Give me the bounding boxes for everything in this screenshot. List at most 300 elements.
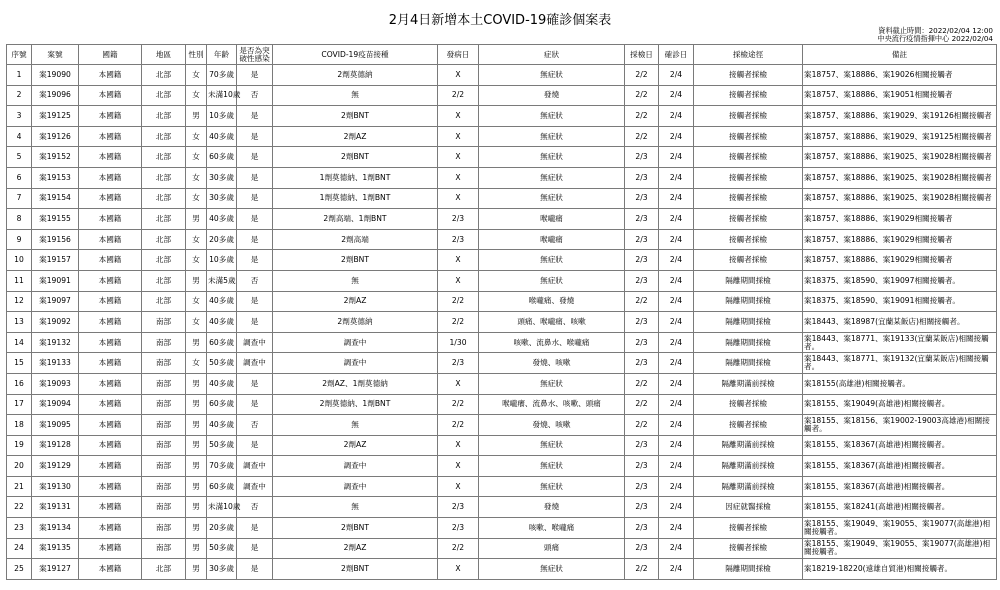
cell-case: 案19125 [32, 106, 79, 127]
cell-age: 60多歲 [207, 476, 237, 497]
cell-case: 案19156 [32, 229, 79, 250]
column-header-vaccine: COVID-19疫苗接種 [273, 45, 438, 65]
cell-sex: 男 [186, 538, 207, 559]
cell-no: 1 [7, 65, 32, 86]
cell-onset: X [438, 559, 479, 580]
cell-nationality: 本國籍 [79, 497, 142, 518]
cell-no: 16 [7, 373, 32, 394]
cell-nationality: 本國籍 [79, 250, 142, 271]
cell-age: 50多歲 [207, 353, 237, 374]
cell-onset: 2/2 [438, 312, 479, 333]
table-row [7, 147, 997, 168]
cell-sex: 女 [186, 353, 207, 374]
cell-test-date: 2/3 [625, 188, 659, 209]
cell-breakthrough: 是 [237, 209, 273, 230]
cell-symptoms: 無症狀 [479, 373, 625, 394]
cell-test-date: 2/3 [625, 476, 659, 497]
cell-onset: X [438, 167, 479, 188]
column-header-test-route: 採檢途徑 [694, 45, 803, 65]
cell-no: 10 [7, 250, 32, 271]
cell-confirm-date: 2/4 [659, 85, 694, 106]
cell-vaccine: 2劑AZ [273, 126, 438, 147]
cell-region: 北部 [142, 209, 186, 230]
cell-notes: 案18757、案18886、案19029相關接觸者 [803, 229, 997, 250]
cell-case: 案19135 [32, 538, 79, 559]
table-row [7, 126, 997, 147]
cell-nationality: 本國籍 [79, 476, 142, 497]
cell-sex: 男 [186, 476, 207, 497]
cell-region: 北部 [142, 270, 186, 291]
data-cutoff-time: 資料截止時間：2022/02/04 12:00 [878, 26, 993, 35]
table-row [7, 209, 997, 230]
cell-nationality: 本國籍 [79, 456, 142, 477]
cell-case: 案19093 [32, 373, 79, 394]
cell-notes: 案18443、案18771、案19133(宜蘭某飯店)相關接觸者。 [803, 332, 997, 353]
column-header-notes: 備註 [803, 45, 997, 65]
cell-sex: 女 [186, 167, 207, 188]
cell-test-date: 2/3 [625, 147, 659, 168]
cell-breakthrough: 是 [237, 394, 273, 415]
cell-notes: 案18155(高雄港)相關接觸者。 [803, 373, 997, 394]
cell-test-route: 因症就醫採檢 [694, 497, 803, 518]
cell-breakthrough: 是 [237, 65, 273, 86]
cell-confirm-date: 2/4 [659, 497, 694, 518]
cell-test-date: 2/3 [625, 497, 659, 518]
cell-case: 案19130 [32, 476, 79, 497]
cell-case: 案19097 [32, 291, 79, 312]
table-row [7, 353, 997, 374]
cell-sex: 男 [186, 415, 207, 436]
cell-confirm-date: 2/4 [659, 229, 694, 250]
cell-notes: 案18443、案18771、案19132(宜蘭某飯店)相關接觸者。 [803, 353, 997, 374]
cell-nationality: 本國籍 [79, 312, 142, 333]
cell-age: 40多歲 [207, 126, 237, 147]
cell-case: 案19127 [32, 559, 79, 580]
cell-sex: 女 [186, 250, 207, 271]
cell-age: 60多歲 [207, 332, 237, 353]
cell-onset: X [438, 126, 479, 147]
cell-age: 未滿5歲 [207, 270, 237, 291]
cell-vaccine: 2劑BNT [273, 559, 438, 580]
cell-symptoms: 頭痛、喉嚨痛、咳嗽 [479, 312, 625, 333]
column-header-region: 地區 [142, 45, 186, 65]
table-row [7, 65, 997, 86]
cell-case: 案19095 [32, 415, 79, 436]
cell-case: 案19153 [32, 167, 79, 188]
cell-symptoms: 發燒、咳嗽 [479, 353, 625, 374]
cell-vaccine: 無 [273, 497, 438, 518]
cell-symptoms: 喉嚨痛 [479, 229, 625, 250]
cell-breakthrough: 是 [237, 106, 273, 127]
cell-sex: 男 [186, 518, 207, 539]
cell-confirm-date: 2/4 [659, 167, 694, 188]
cell-test-date: 2/3 [625, 312, 659, 333]
cell-vaccine: 調查中 [273, 332, 438, 353]
cell-no: 20 [7, 456, 32, 477]
cell-no: 6 [7, 167, 32, 188]
table-row [7, 456, 997, 477]
cell-region: 北部 [142, 167, 186, 188]
cell-test-date: 2/3 [625, 209, 659, 230]
cell-sex: 男 [186, 456, 207, 477]
page-title: 2月4日新增本土COVID-19確診個案表 [388, 13, 612, 28]
cell-region: 南部 [142, 435, 186, 456]
cell-case: 案19129 [32, 456, 79, 477]
cell-no: 25 [7, 559, 32, 580]
cell-age: 70多歲 [207, 456, 237, 477]
cell-sex: 男 [186, 497, 207, 518]
cell-onset: X [438, 250, 479, 271]
cell-breakthrough: 否 [237, 85, 273, 106]
cell-no: 19 [7, 435, 32, 456]
column-header-onset: 發病日 [438, 45, 479, 65]
cell-vaccine: 2劑BNT [273, 250, 438, 271]
cell-nationality: 本國籍 [79, 538, 142, 559]
cell-symptoms: 發燒 [479, 85, 625, 106]
cell-age: 40多歲 [207, 209, 237, 230]
cell-sex: 男 [186, 332, 207, 353]
cell-vaccine: 2劑高端、1劑BNT [273, 209, 438, 230]
cell-nationality: 本國籍 [79, 373, 142, 394]
cell-breakthrough: 調查中 [237, 456, 273, 477]
cell-confirm-date: 2/4 [659, 209, 694, 230]
cell-region: 北部 [142, 559, 186, 580]
cell-onset: 2/3 [438, 229, 479, 250]
cell-sex: 女 [186, 188, 207, 209]
cell-symptoms: 咳嗽、喉嚨痛 [479, 518, 625, 539]
cell-no: 11 [7, 270, 32, 291]
column-header-sex: 性別 [186, 45, 207, 65]
cell-test-date: 2/2 [625, 126, 659, 147]
cell-sex: 男 [186, 394, 207, 415]
cell-test-date: 2/2 [625, 106, 659, 127]
cell-region: 南部 [142, 518, 186, 539]
table-row [7, 415, 997, 436]
cell-sex: 男 [186, 559, 207, 580]
table-row [7, 476, 997, 497]
column-header-no: 序號 [7, 45, 32, 65]
cell-breakthrough: 是 [237, 291, 273, 312]
cell-no: 5 [7, 147, 32, 168]
cell-region: 北部 [142, 106, 186, 127]
cell-nationality: 本國籍 [79, 126, 142, 147]
cell-sex: 男 [186, 106, 207, 127]
cell-case: 案19154 [32, 188, 79, 209]
cell-sex: 女 [186, 147, 207, 168]
cell-test-route: 接觸者採檢 [694, 415, 803, 436]
cell-breakthrough: 調查中 [237, 353, 273, 374]
cell-vaccine: 2劑AZ、1劑莫德納 [273, 373, 438, 394]
cell-test-date: 2/2 [625, 559, 659, 580]
cell-age: 30多歲 [207, 167, 237, 188]
cell-case: 案19092 [32, 312, 79, 333]
cell-region: 南部 [142, 476, 186, 497]
cell-test-date: 2/3 [625, 538, 659, 559]
cell-region: 北部 [142, 85, 186, 106]
cell-breakthrough: 是 [237, 250, 273, 271]
cell-confirm-date: 2/4 [659, 435, 694, 456]
cell-notes: 案18219-18220(遠雄自貿港)相關接觸者。 [803, 559, 997, 580]
cell-age: 40多歲 [207, 415, 237, 436]
cell-no: 17 [7, 394, 32, 415]
table-body [7, 65, 997, 580]
column-header-case: 案號 [32, 45, 79, 65]
cell-region: 北部 [142, 229, 186, 250]
cell-symptoms: 無症狀 [479, 476, 625, 497]
column-header-breakthrough: 是否為突破性感染 [237, 45, 273, 65]
cell-test-route: 隔離期間採檢 [694, 270, 803, 291]
cell-onset: 2/3 [438, 209, 479, 230]
cell-nationality: 本國籍 [79, 188, 142, 209]
cell-age: 未滿10歲 [207, 85, 237, 106]
cell-onset: 2/2 [438, 394, 479, 415]
cell-test-route: 隔離期滿前採檢 [694, 373, 803, 394]
cell-age: 50多歲 [207, 538, 237, 559]
cell-breakthrough: 是 [237, 188, 273, 209]
table-row [7, 538, 997, 559]
cell-breakthrough: 是 [237, 373, 273, 394]
cell-age: 20多歲 [207, 229, 237, 250]
table-row [7, 312, 997, 333]
cell-no: 23 [7, 518, 32, 539]
cell-vaccine: 調查中 [273, 476, 438, 497]
cell-confirm-date: 2/4 [659, 373, 694, 394]
cell-confirm-date: 2/4 [659, 394, 694, 415]
column-header-symptoms: 症狀 [479, 45, 625, 65]
cell-symptoms: 無症狀 [479, 167, 625, 188]
cell-symptoms: 無症狀 [479, 126, 625, 147]
cell-case: 案19134 [32, 518, 79, 539]
cell-test-date: 2/3 [625, 518, 659, 539]
cell-symptoms: 喉嚨癢、流鼻水、咳嗽、頭痛 [479, 394, 625, 415]
cell-notes: 案18155、案19049、案19055、案19077(高雄港)相關接觸者。 [803, 538, 997, 559]
cell-case: 案19133 [32, 353, 79, 374]
cell-age: 60多歲 [207, 147, 237, 168]
cell-notes: 案18155、案18241(高雄港)相關接觸者。 [803, 497, 997, 518]
cell-confirm-date: 2/4 [659, 250, 694, 271]
cell-notes: 案18155、案18156、案19002-19003高雄港)相關接觸者。 [803, 415, 997, 436]
cell-region: 北部 [142, 250, 186, 271]
table-row [7, 497, 997, 518]
cell-confirm-date: 2/4 [659, 456, 694, 477]
cell-region: 南部 [142, 353, 186, 374]
cell-no: 21 [7, 476, 32, 497]
cell-test-date: 2/3 [625, 353, 659, 374]
cell-test-route: 隔離期間採檢 [694, 332, 803, 353]
table-row [7, 435, 997, 456]
cell-confirm-date: 2/4 [659, 353, 694, 374]
cell-symptoms: 無症狀 [479, 270, 625, 291]
cell-no: 12 [7, 291, 32, 312]
cell-no: 24 [7, 538, 32, 559]
cell-test-date: 2/2 [625, 373, 659, 394]
cell-region: 南部 [142, 497, 186, 518]
cell-region: 南部 [142, 312, 186, 333]
cell-vaccine: 2劑莫德納 [273, 65, 438, 86]
cell-case: 案19126 [32, 126, 79, 147]
cell-symptoms: 發燒 [479, 497, 625, 518]
cell-age: 40多歲 [207, 312, 237, 333]
cell-region: 北部 [142, 188, 186, 209]
cell-region: 南部 [142, 373, 186, 394]
cell-age: 20多歲 [207, 518, 237, 539]
cell-notes: 案18757、案18886、案19029、案19126相關接觸者 [803, 106, 997, 127]
cell-region: 南部 [142, 456, 186, 477]
cell-breakthrough: 是 [237, 312, 273, 333]
cell-breakthrough: 是 [237, 126, 273, 147]
table-row [7, 291, 997, 312]
cell-vaccine: 2劑BNT [273, 518, 438, 539]
cell-nationality: 本國籍 [79, 291, 142, 312]
cell-region: 北部 [142, 291, 186, 312]
cell-nationality: 本國籍 [79, 147, 142, 168]
cell-symptoms: 無症狀 [479, 559, 625, 580]
cell-onset: 1/30 [438, 332, 479, 353]
cell-age: 50多歲 [207, 435, 237, 456]
cell-nationality: 本國籍 [79, 65, 142, 86]
table-header-row [7, 45, 997, 65]
cell-vaccine: 調查中 [273, 353, 438, 374]
cell-nationality: 本國籍 [79, 332, 142, 353]
cell-sex: 男 [186, 373, 207, 394]
cell-age: 40多歲 [207, 291, 237, 312]
cell-region: 北部 [142, 65, 186, 86]
table-row [7, 167, 997, 188]
cell-test-date: 2/3 [625, 332, 659, 353]
cell-onset: X [438, 456, 479, 477]
cell-onset: 2/2 [438, 85, 479, 106]
cell-region: 南部 [142, 332, 186, 353]
cell-notes: 案18155、案18367(高雄港)相關接觸者。 [803, 476, 997, 497]
cell-confirm-date: 2/4 [659, 188, 694, 209]
cell-nationality: 本國籍 [79, 209, 142, 230]
table-row [7, 394, 997, 415]
cell-vaccine: 1劑莫德納、1劑BNT [273, 167, 438, 188]
cell-test-date: 2/3 [625, 229, 659, 250]
table-row [7, 250, 997, 271]
cell-region: 南部 [142, 415, 186, 436]
cell-test-route: 隔離期滿前採檢 [694, 476, 803, 497]
cell-case: 案19131 [32, 497, 79, 518]
cell-vaccine: 2劑莫德納、1劑BNT [273, 394, 438, 415]
cell-notes: 案18443、案18987(宜蘭某飯店)相關接觸者。 [803, 312, 997, 333]
cell-age: 40多歲 [207, 373, 237, 394]
cell-onset: 2/2 [438, 415, 479, 436]
cell-notes: 案18757、案18886、案19029相關接觸者 [803, 250, 997, 271]
cell-test-route: 接觸者採檢 [694, 538, 803, 559]
cell-case: 案19155 [32, 209, 79, 230]
cell-nationality: 本國籍 [79, 415, 142, 436]
cell-case: 案19132 [32, 332, 79, 353]
cell-notes: 案18375、案18590、案19091相關接觸者。 [803, 291, 997, 312]
cell-no: 18 [7, 415, 32, 436]
cell-test-route: 接觸者採檢 [694, 518, 803, 539]
cell-age: 未滿10歲 [207, 497, 237, 518]
cell-confirm-date: 2/4 [659, 106, 694, 127]
cell-test-route: 接觸者採檢 [694, 65, 803, 86]
cell-notes: 案18757、案18886、案19025、案19028相關接觸者 [803, 167, 997, 188]
cell-confirm-date: 2/4 [659, 65, 694, 86]
cell-case: 案19128 [32, 435, 79, 456]
cell-breakthrough: 調查中 [237, 332, 273, 353]
cell-nationality: 本國籍 [79, 229, 142, 250]
cell-notes: 案18155、案19049(高雄港)相關接觸者。 [803, 394, 997, 415]
cell-test-route: 接觸者採檢 [694, 106, 803, 127]
cell-onset: X [438, 147, 479, 168]
cell-notes: 案18375、案18590、案19097相關接觸者。 [803, 270, 997, 291]
cell-breakthrough: 是 [237, 518, 273, 539]
cell-test-route: 接觸者採檢 [694, 229, 803, 250]
cell-onset: 2/3 [438, 353, 479, 374]
data-source: 中央流行疫情指揮中心 2022/02/04 [877, 34, 993, 43]
cell-confirm-date: 2/4 [659, 147, 694, 168]
cell-nationality: 本國籍 [79, 270, 142, 291]
cell-test-route: 接觸者採檢 [694, 167, 803, 188]
cell-test-date: 2/2 [625, 291, 659, 312]
cell-test-route: 接觸者採檢 [694, 250, 803, 271]
cell-region: 北部 [142, 147, 186, 168]
cell-breakthrough: 是 [237, 229, 273, 250]
table-row [7, 270, 997, 291]
cell-vaccine: 2劑AZ [273, 435, 438, 456]
cell-onset: 2/2 [438, 291, 479, 312]
cell-symptoms: 咳嗽、流鼻水、喉嚨痛 [479, 332, 625, 353]
cell-breakthrough: 否 [237, 497, 273, 518]
cell-sex: 男 [186, 270, 207, 291]
cell-breakthrough: 是 [237, 538, 273, 559]
cell-no: 2 [7, 85, 32, 106]
cell-confirm-date: 2/4 [659, 415, 694, 436]
cell-nationality: 本國籍 [79, 353, 142, 374]
cell-case: 案19094 [32, 394, 79, 415]
table-row [7, 229, 997, 250]
cell-test-route: 接觸者採檢 [694, 209, 803, 230]
cell-breakthrough: 是 [237, 435, 273, 456]
cell-onset: X [438, 65, 479, 86]
cell-test-route: 隔離期間採檢 [694, 559, 803, 580]
cell-sex: 男 [186, 209, 207, 230]
cell-test-route: 接觸者採檢 [694, 126, 803, 147]
cell-nationality: 本國籍 [79, 394, 142, 415]
cell-onset: 2/3 [438, 518, 479, 539]
cell-age: 60多歲 [207, 394, 237, 415]
cell-breakthrough: 否 [237, 270, 273, 291]
cell-test-route: 隔離期間採檢 [694, 312, 803, 333]
cell-notes: 案18155、案18367(高雄港)相關接觸者。 [803, 435, 997, 456]
cell-notes: 案18757、案18886、案19025、案19028相關接觸者 [803, 188, 997, 209]
cell-symptoms: 無症狀 [479, 147, 625, 168]
table-row [7, 85, 997, 106]
cell-region: 北部 [142, 126, 186, 147]
cell-vaccine: 2劑BNT [273, 147, 438, 168]
cell-notes: 案18757、案18886、案19026相關接觸者 [803, 65, 997, 86]
report-meta [877, 27, 993, 43]
cell-region: 南部 [142, 538, 186, 559]
cell-nationality: 本國籍 [79, 85, 142, 106]
cell-onset: 2/3 [438, 497, 479, 518]
cell-confirm-date: 2/4 [659, 476, 694, 497]
cell-breakthrough: 是 [237, 167, 273, 188]
cell-breakthrough: 是 [237, 559, 273, 580]
table-row [7, 373, 997, 394]
cell-vaccine: 無 [273, 270, 438, 291]
cell-confirm-date: 2/4 [659, 270, 694, 291]
cell-notes: 案18757、案18886、案19051相關接觸者 [803, 85, 997, 106]
cell-symptoms: 頭痛 [479, 538, 625, 559]
column-header-nationality: 國籍 [79, 45, 142, 65]
cell-onset: X [438, 373, 479, 394]
cell-age: 10多歲 [207, 250, 237, 271]
